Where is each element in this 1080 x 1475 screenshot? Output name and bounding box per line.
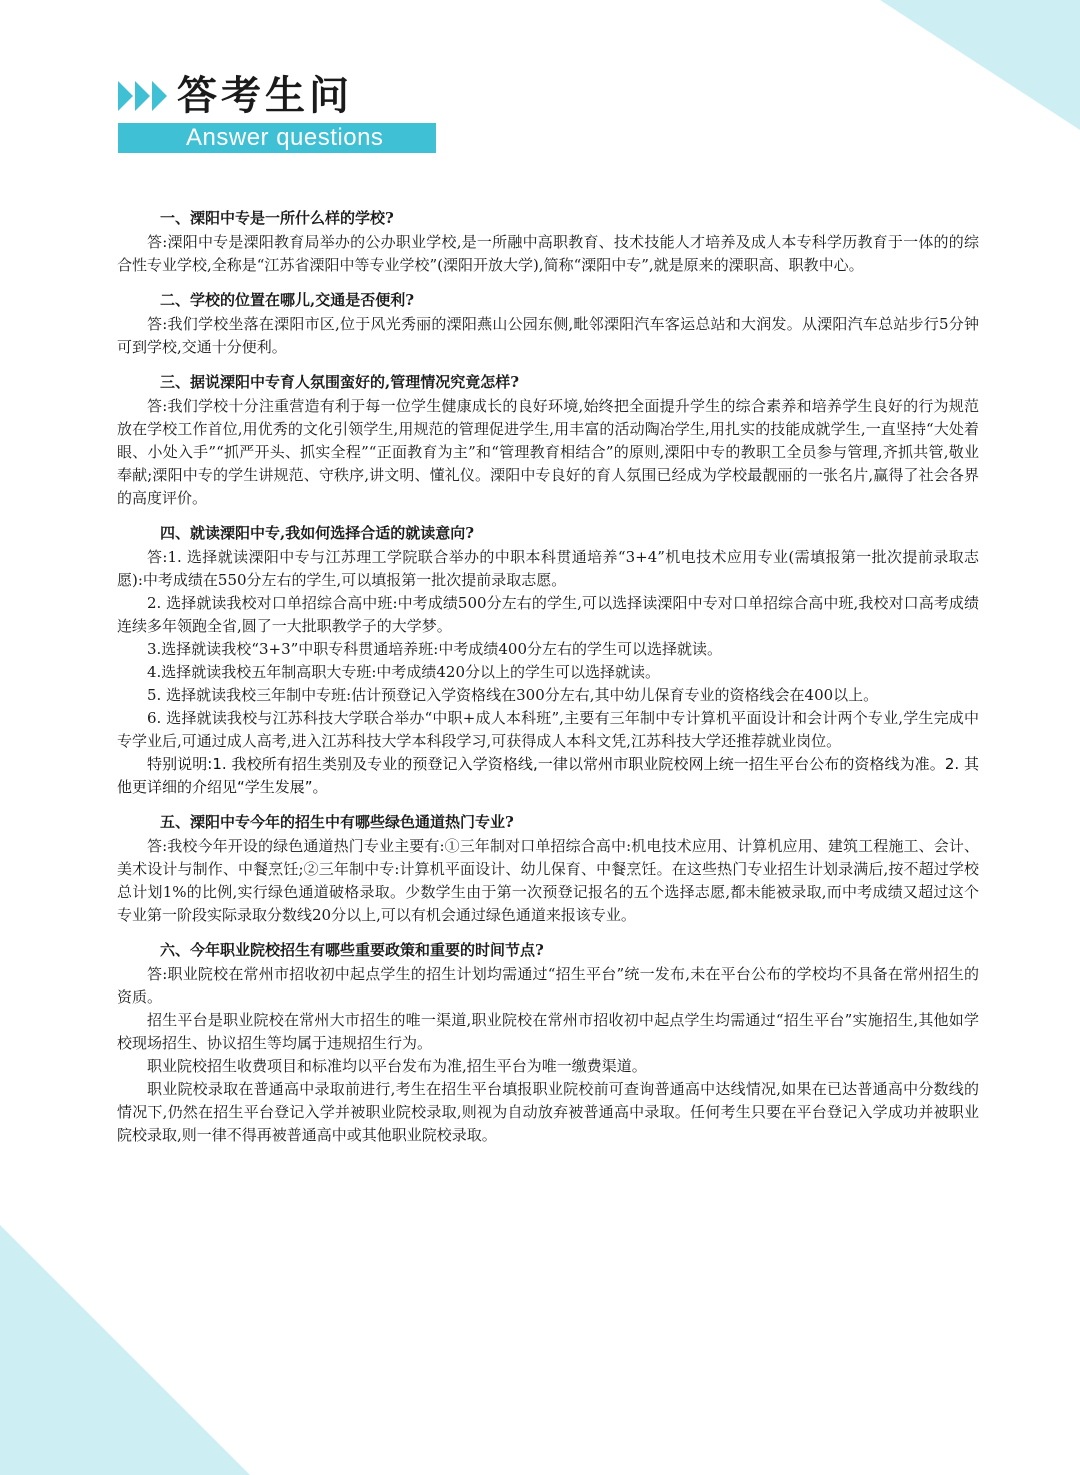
qa-content [117, 207, 979, 1159]
subtitle-banner: Answer questions [118, 123, 436, 153]
question-heading: 二、学校的位置在哪儿,交通是否便利? [160, 291, 415, 309]
answer-paragraph: 答:我校今年开设的绿色通道热门专业主要有:①三年制对口单招综合高中:机电技术应用、计算机应用、建筑工程施工、会计、美术设计与制作、中餐烹饪;②三年制中专:计算机平面设计、幼儿保育、中餐烹饪。在这些热门专业招生计划录满后,按不超过学校总计划1%的比例,实行绿色通道破格录取。少数学生由于第一次预登记报名的五个选择志愿,都未能被录取,而中考成绩又超过这个专业第一阶段实际录取分数线20分以上,可以有机会通过绿色通道来报该专业。 [117, 837, 979, 924]
qa-section-1 [117, 207, 979, 277]
corner-decoration-top-right [880, 0, 1080, 130]
answer-paragraph: 招生平台是职业院校在常州大市招生的唯一渠道,职业院校在常州市招收初中起点学生均需通过“招生平台”实施招生,其他如学校现场招生、协议招生等均属于违规招生行为。 [117, 1011, 979, 1052]
answer-paragraph: 答:溧阳中专是溧阳教育局举办的公办职业学校,是一所融中高职教育、技术技能人才培养及成人本专科学历教育于一体的的综合性专业学校,全称是“江苏省溧阳中等专业学校”(溧阳开放大学),简称“溧阳中专”,就是原来的溧职高、职教中心。 [117, 233, 979, 274]
chevron-right-icon [135, 81, 150, 111]
answer-paragraph: 4.选择就读我校五年制高职大专班:中考成绩420分以上的学生可以选择就读。 [147, 663, 660, 681]
corner-decoration-bottom-left [0, 1225, 250, 1475]
page-header [118, 72, 436, 153]
title-row [118, 72, 436, 120]
question-heading: 三、据说溧阳中专育人氛围蛮好的,管理情况究竟怎样? [160, 373, 520, 391]
page-title: 答考生问 [177, 73, 353, 119]
qa-section-3 [117, 371, 979, 510]
answer-paragraph: 答:我们学校十分注重营造有利于每一位学生健康成长的良好环境,始终把全面提升学生的综合素养和培养学生良好的行为规范放在学校工作首位,用优秀的文化引领学生,用规范的管理促进学生,用丰富的活动陶冶学生,用扎实的技能成就学生,一直坚持“大处着眼、小处入手”“抓严开头、抓实全程”“正面教育为主”和“管理教育相结合”的原则,溧阳中专的教职工全员参与管理,齐抓共管,敬业奉献;溧阳中专的学生讲规范、守秩序,讲文明、懂礼仪。溧阳中专良好的育人氛围已经成为学校最靓丽的一张名片,赢得了社会各界的高度评价。 [117, 397, 979, 507]
qa-section-4 [117, 522, 979, 799]
chevron-right-icon [118, 81, 133, 111]
qa-section-6 [117, 939, 979, 1147]
question-heading: 五、溧阳中专今年的招生中有哪些绿色通道热门专业? [160, 813, 514, 831]
answer-paragraph: 3.选择就读我校“3+3”中职专科贯通培养班:中考成绩400分左右的学生可以选择就读。 [147, 640, 722, 658]
answer-paragraph: 答:我们学校坐落在溧阳市区,位于风光秀丽的溧阳燕山公园东侧,毗邻溧阳汽车客运总站和大润发。从溧阳汽车总站步行5分钟可到学校,交通十分便利。 [117, 315, 979, 356]
answer-paragraph: 职业院校招生收费项目和标准均以平台发布为准,招生平台为唯一缴费渠道。 [147, 1057, 647, 1075]
answer-paragraph: 职业院校录取在普通高中录取前进行,考生在招生平台填报职业院校前可查询普通高中达线情况,如果在已达普通高中分数线的情况下,仍然在招生平台登记入学并被职业院校录取,则视为自动放弃被普通高中录取。任何考生只要在平台登记入学成功并被职业院校录取,则一律不得再被普通高中或其他职业院校录取。 [117, 1080, 979, 1144]
special-note: 特别说明:1. 我校所有招生类别及专业的预登记入学资格线,一律以常州市职业院校网上统一招生平台公布的资格线为准。2. 其他更详细的介绍见“学生发展”。 [117, 755, 979, 796]
chevron-right-icon [152, 81, 167, 111]
chevron-arrows-icon [118, 81, 169, 111]
answer-paragraph: 2. 选择就读我校对口单招综合高中班:中考成绩500分左右的学生,可以选择读溧阳中专对口单招综合高中班,我校对口高考成绩连续多年领跑全省,圆了一大批职教学子的大学梦。 [117, 594, 979, 635]
answer-paragraph: 答:1. 选择就读溧阳中专与江苏理工学院联合举办的中职本科贯通培养“3+4”机电技术应用专业(需填报第一批次提前录取志愿):中考成绩在550分左右的学生,可以填报第一批次提前录取志愿。 [117, 548, 979, 589]
qa-section-2 [117, 289, 979, 359]
question-heading: 四、就读溧阳中专,我如何选择合适的就读意向? [160, 524, 475, 542]
question-heading: 六、今年职业院校招生有哪些重要政策和重要的时间节点? [160, 941, 544, 959]
answer-paragraph: 5. 选择就读我校三年制中专班:估计预登记入学资格线在300分左右,其中幼儿保育专业的资格线会在400以上。 [147, 686, 879, 704]
answer-paragraph: 6. 选择就读我校与江苏科技大学联合举办“中职+成人本科班”,主要有三年制中专计算机平面设计和会计两个专业,学生完成中专学业后,可通过成人高考,进入江苏科技大学本科段学习,可获得成人本科文凭,江苏科技大学还推荐就业岗位。 [117, 709, 979, 750]
question-heading: 一、溧阳中专是一所什么样的学校? [160, 209, 394, 227]
qa-section-5 [117, 811, 979, 927]
answer-paragraph: 答:职业院校在常州市招收初中起点学生的招生计划均需通过“招生平台”统一发布,未在平台公布的学校均不具备在常州招生的资质。 [117, 965, 979, 1006]
